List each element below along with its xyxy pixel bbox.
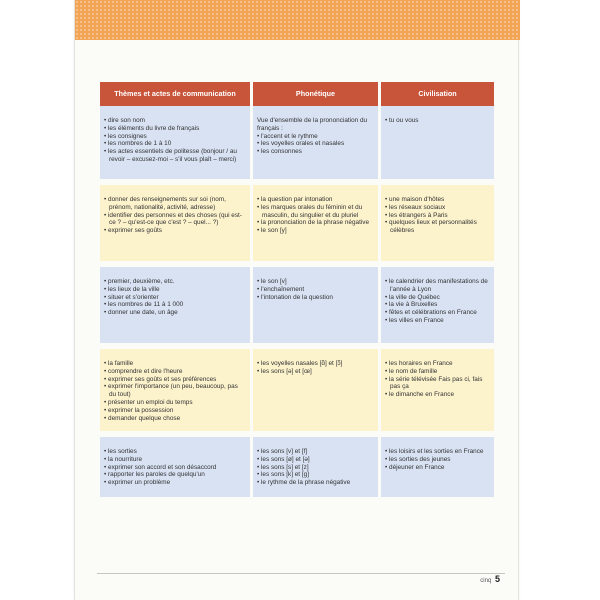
list-item: • les lieux de la ville <box>104 286 246 294</box>
list-item: • rapporter les paroles de quelqu'un <box>104 471 246 479</box>
list-item: • l'accent et le rythme <box>257 133 374 141</box>
list-item: • les sons [v] et [f] <box>257 448 374 456</box>
header-band <box>75 0 520 40</box>
list-item: • dire son nom <box>104 117 246 125</box>
list-item: • la nourriture <box>104 456 246 464</box>
cell-themes <box>100 185 250 267</box>
cell-phonetique <box>253 437 378 503</box>
contents-table <box>97 82 497 503</box>
list-item: • les loisirs et les sorties en France <box>385 448 490 456</box>
page-number-digit: 5 <box>494 574 500 584</box>
table-row <box>100 267 494 349</box>
header-themes: Thèmes et actes de communication <box>100 82 250 106</box>
list-item: • donner une date, un âge <box>104 309 246 317</box>
list-item: • l'intonation de la question <box>257 294 374 302</box>
list-item: • les sons [k] et [g] <box>257 471 374 479</box>
list-item: • les voyelles nasales [ɑ̃] et [ɔ̃] <box>257 360 374 368</box>
table-row <box>100 185 494 267</box>
list-item: • la vie à Bruxelles <box>385 301 490 309</box>
list-item: • les sorties <box>104 448 246 456</box>
cell-civilisation <box>381 106 494 185</box>
bullet-list <box>385 278 490 325</box>
cell-themes <box>100 349 250 437</box>
list-item: • les consignes <box>104 133 246 141</box>
cell-themes <box>100 437 250 503</box>
list-item: • les réseaux sociaux <box>385 204 490 212</box>
list-item: • demander quelque chose <box>104 415 246 423</box>
cell-themes <box>100 106 250 185</box>
list-item: • le rythme de la phrase négative <box>257 479 374 487</box>
list-item: • les villes en France <box>385 317 490 325</box>
list-item: • les sons [s] et [z] <box>257 464 374 472</box>
page-number <box>480 574 500 584</box>
textbook-page <box>74 0 519 600</box>
list-item: • les actes essentiels de politesse (bonjour / au revoir – excusez-moi – s'il vous plaît – merci) <box>104 148 246 164</box>
table-row <box>100 106 494 185</box>
table-row <box>100 437 494 503</box>
list-item: • les nombres de 11 à 1 000 <box>104 301 246 309</box>
cell-civilisation <box>381 349 494 437</box>
list-item: • la série télévisée Fais pas ci, fais pas ça <box>385 376 490 392</box>
list-item: • la ville de Québec <box>385 294 490 302</box>
list-item: • exprimer un problème <box>104 479 246 487</box>
bullet-list <box>104 196 246 235</box>
bullet-list <box>104 448 246 487</box>
list-item: • exprimer l'importance (un peu, beaucoup, pas du tout) <box>104 383 246 399</box>
bullet-list <box>257 133 374 156</box>
cell-themes <box>100 267 250 349</box>
list-item: • comprendre et dire l'heure <box>104 368 246 376</box>
cell-civilisation <box>381 267 494 349</box>
list-item: • les étrangers à Paris <box>385 212 490 220</box>
list-item: • fêtes et célébrations en France <box>385 309 490 317</box>
list-item: • le son [y] <box>257 227 374 235</box>
list-item: • donner des renseignements sur soi (nom, prénom, nationalité, activité, adresse) <box>104 196 246 212</box>
list-item: • les sorties des jeunes <box>385 456 490 464</box>
list-item: • les sons [ə] et [œ] <box>257 368 374 376</box>
table-header-row <box>100 82 494 106</box>
list-item: • la question par intonation <box>257 196 374 204</box>
cell-phonetique <box>253 185 378 267</box>
list-item: • situer et s'orienter <box>104 294 246 302</box>
list-item: • identifier des personnes et des choses (qui est-ce ? – qu'est-ce que c'est ? – quel... ?) <box>104 212 246 228</box>
list-item: • quelques lieux et personnalités célèbres <box>385 219 490 235</box>
list-item: • exprimer ses goûts et ses préférences <box>104 376 246 384</box>
bullet-list <box>385 196 490 235</box>
list-item: • premier, deuxième, etc. <box>104 278 246 286</box>
list-item: • l'enchaînement <box>257 286 374 294</box>
list-item: • déjeuner en France <box>385 464 490 472</box>
page-number-word: cinq <box>480 578 492 584</box>
list-item: • le dimanche en France <box>385 391 490 399</box>
cell-civilisation <box>381 185 494 267</box>
list-item: • la prononciation de la phrase négative <box>257 219 374 227</box>
bullet-list <box>385 448 490 471</box>
bullet-list <box>104 278 246 317</box>
list-item: • exprimer son accord et son désaccord <box>104 464 246 472</box>
bullet-list <box>385 360 490 399</box>
list-item: • les horaires en France <box>385 360 490 368</box>
list-item: • présenter un emploi du temps <box>104 399 246 407</box>
list-item: • les nombres de 1 à 10 <box>104 140 246 148</box>
header-phonetique: Phonétique <box>253 82 378 106</box>
header-civilisation: Civilisation <box>381 82 494 106</box>
list-item: • le nom de famille <box>385 368 490 376</box>
list-item: • les consonnes <box>257 148 374 156</box>
cell-intro: Vue d'ensemble de la prononciation du français : <box>257 117 368 132</box>
bullet-list <box>257 278 374 301</box>
cell-phonetique <box>253 106 378 185</box>
list-item: • les voyelles orales et nasales <box>257 140 374 148</box>
list-item: • la famille <box>104 360 246 368</box>
bullet-list <box>257 360 374 376</box>
cell-phonetique <box>253 349 378 437</box>
list-item: • tu ou vous <box>385 117 490 125</box>
bullet-list <box>104 360 246 423</box>
bullet-list <box>385 117 490 125</box>
list-item: • le son [v] <box>257 278 374 286</box>
bullet-list <box>104 117 246 164</box>
table-body <box>100 106 494 503</box>
list-item: • les marques orales du féminin et du masculin, du singulier et du pluriel <box>257 204 374 220</box>
list-item: • les sons [ø] et [ə] <box>257 456 374 464</box>
list-item: • une maison d'hôtes <box>385 196 490 204</box>
list-item: • exprimer ses goûts <box>104 227 246 235</box>
table-row <box>100 349 494 437</box>
list-item: • les éléments du livre de français <box>104 125 246 133</box>
bullet-list <box>257 196 374 235</box>
bullet-list <box>257 448 374 487</box>
cell-civilisation <box>381 437 494 503</box>
footer-rule <box>97 573 505 574</box>
cell-phonetique <box>253 267 378 349</box>
list-item: • exprimer la possession <box>104 407 246 415</box>
list-item: • le calendrier des manifestations de l'année à Lyon <box>385 278 490 294</box>
